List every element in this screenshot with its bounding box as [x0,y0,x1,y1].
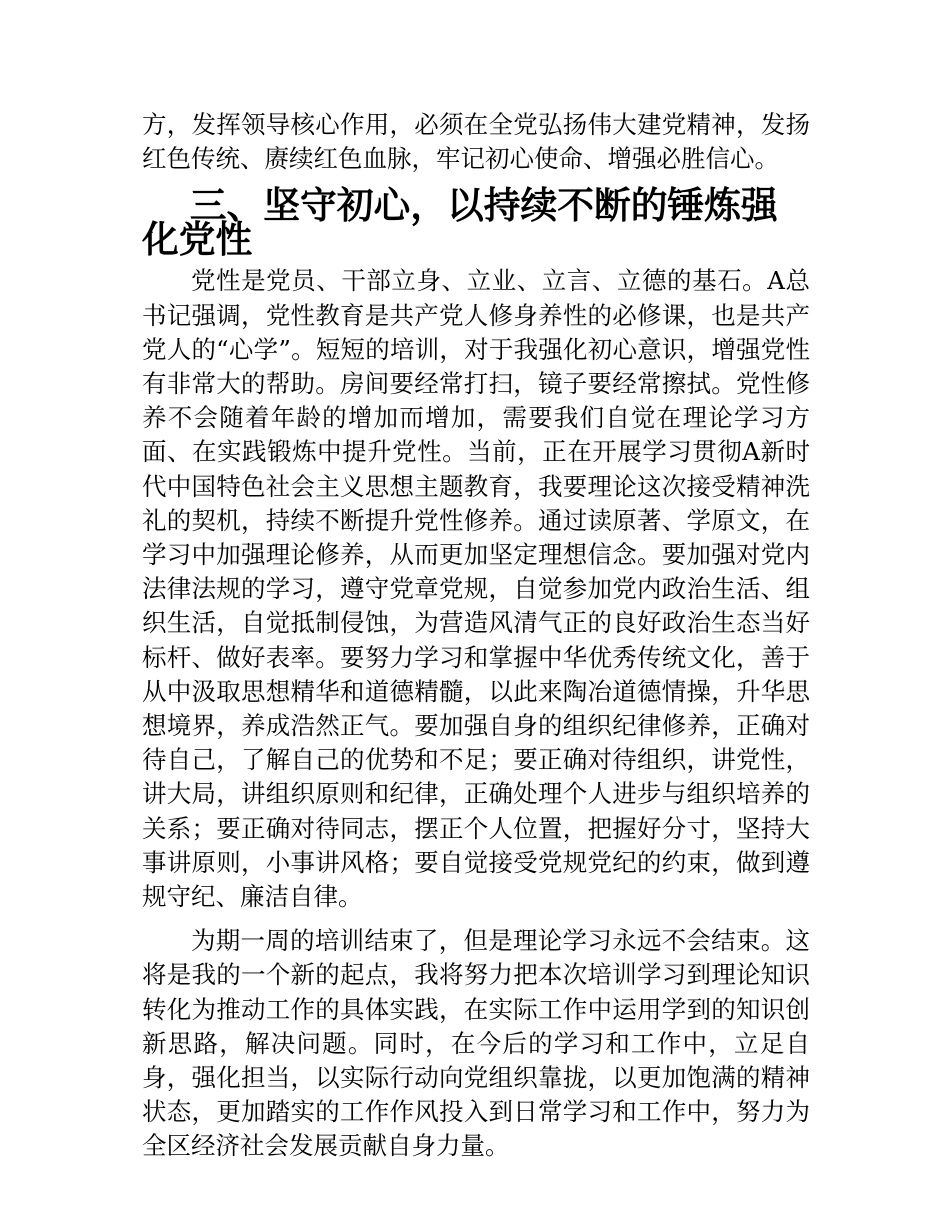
paragraph-party-spirit: 党性是党员、干部立身、立业、立言、立德的基石。A总书记强调，党性教育是共产党人修身养性的必修课，也是共产党人的“心学”。短短的培训，对于我强化初心意识，增强党性有非常大的帮助。房间要经常打扫，镜子要经常擦拭。党性修养不会随着年龄的增加而增加，需要我们自觉在理论学习方面、在实践锻炼中提升党性。当前，正在开展学习贯彻A新时代中国特色社会主义思想主题教育，我要理论这次接受精神洗礼的契机，持续不断提升党性修养。通过读原著、学原文，在学习中加强理论修养，从而更加坚定理想信念。要加强对党内法律法规的学习，遵守党章党规，自觉参加党内政治生活、组织生活，自觉抵制侵蚀，为营造风清气正的良好政治生态当好标杆、做好表率。要努力学习和掌握中华优秀传统文化，善于从中汲取思想精华和道德精髓，以此来陶冶道德情操，升华思想境界，养成浩然正气。要加强自身的组织纪律修养，正确对待自己，了解自己的优势和不足；要正确对待组织，讲党性，讲大局，讲组织原则和纪律，正确处理个人进步与组织培养的关系；要正确对待同志，摆正个人位置，把握好分寸，坚持大事讲原则，小事讲风格；要自觉接受党规党纪的约束，做到遵规守纪、廉洁自律。 [142,266,810,912]
section-heading: 三、坚守初心，以持续不断的锤炼强化党性 [142,183,778,262]
paragraph-continuation: 方，发挥领导核心作用，必须在全党弘扬伟大建党精神，发扬红色传统、赓续红色血脉，牢记初心使命、增强必胜信心。 [142,110,810,174]
paragraph-conclusion: 为期一周的培训结束了，但是理论学习永远不会结束。这将是我的一个新的起点，我将努力把本次培训学习到理论知识转化为推动工作的具体实践，在实际工作中运用学到的知识创新思路，解决问题。同时，在今后的学习和工作中，立足自身，强化担当，以实际行动向党组织靠拢，以更加饱满的精神状态，更加踏实的工作作风投入到日常学习和工作中，努力为全区经济社会发展贡献自身力量。 [142,926,810,1161]
document-page [142,108,810,1164]
